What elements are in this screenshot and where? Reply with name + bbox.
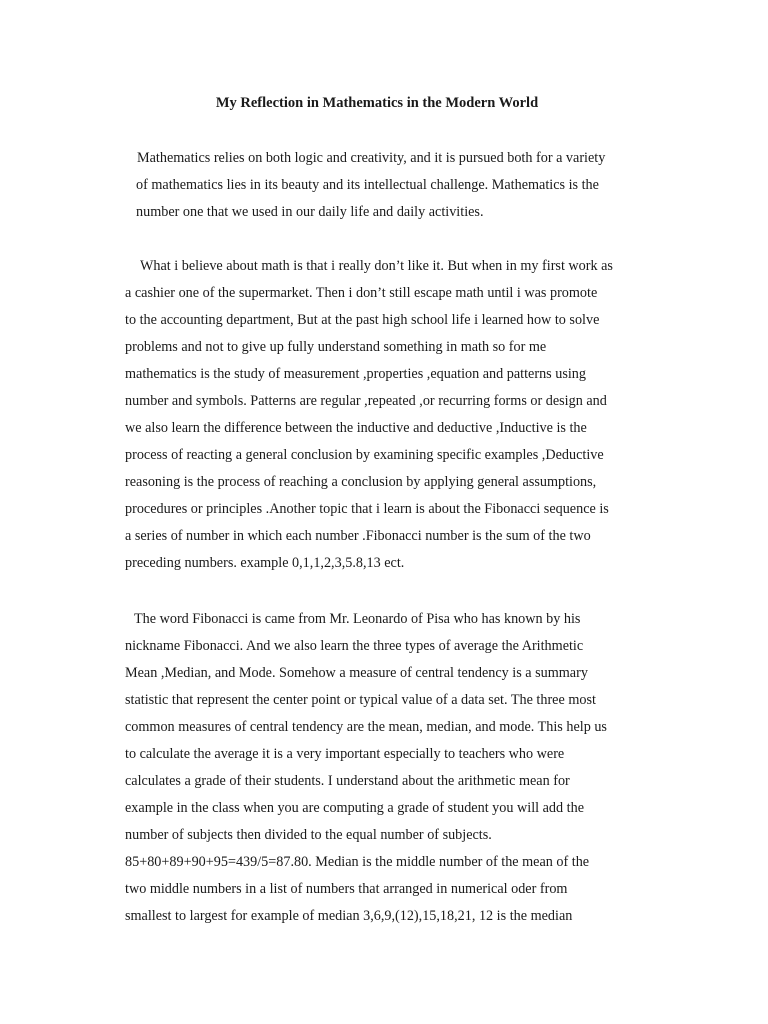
paragraph-line: to calculate the average it is a very important especially to teachers who were (125, 746, 565, 762)
paragraph-line: a series of number in which each number .Fibonacci number is the sum of the two (125, 528, 591, 544)
paragraph-line: example in the class when you are computing a grade of student you will add the (125, 800, 584, 816)
paragraph-line: statistic that represent the center point or typical value of a data set. The three most (125, 692, 596, 708)
paragraph-line: number one that we used in our daily life and daily activities. (136, 204, 484, 220)
paragraph-line: common measures of central tendency are the mean, median, and mode. This help us (125, 719, 607, 735)
paragraph-line: 85+80+89+90+95=439/5=87.80. Median is the middle number of the mean of the (125, 854, 590, 870)
paragraph-line: nickname Fibonacci. And we also learn the three types of average the Arithmetic (125, 638, 584, 654)
document-title: My Reflection in Mathematics in the Modern World (215, 95, 539, 111)
paragraph-line: Mean ,Median, and Mode. Somehow a measure of central tendency is a summary (125, 665, 588, 681)
paragraph-line: procedures or principles .Another topic that i learn is about the Fibonacci sequence is (125, 501, 609, 517)
paragraph-line: Mathematics relies on both logic and creativity, and it is pursued both for a variety (137, 150, 606, 166)
paragraph-line: of mathematics lies in its beauty and its intellectual challenge. Mathematics is the (136, 177, 599, 193)
paragraph-line: two middle numbers in a list of numbers that arranged in numerical oder from (125, 881, 568, 897)
paragraph-line: What i believe about math is that i really don’t like it. But when in my first work as (140, 258, 613, 274)
paragraph-line: reasoning is the process of reaching a conclusion by applying general assumptions, (125, 474, 597, 490)
paragraph-line: process of reacting a general conclusion by examining specific examples ,Deductive (125, 447, 604, 463)
paragraph-line: we also learn the difference between the inductive and deductive ,Inductive is the (125, 420, 587, 436)
paragraph-line: smallest to largest for example of median 3,6,9,(12),15,18,21, 12 is the median (125, 908, 573, 924)
paragraph-line: mathematics is the study of measurement ,properties ,equation and patterns using (125, 366, 586, 382)
paragraph-line: The word Fibonacci is came from Mr. Leonardo of Pisa who has known by his (134, 611, 581, 627)
paragraph-line: to the accounting department, But at the past high school life i learned how to solve (125, 312, 600, 328)
paragraph-line: preceding numbers. example 0,1,1,2,3,5.8,13 ect. (125, 555, 405, 571)
paragraph-line: number of subjects then divided to the equal number of subjects. (125, 827, 492, 843)
paragraph-line: calculates a grade of their students. I understand about the arithmetic mean for (125, 773, 570, 789)
paragraph-line: a cashier one of the supermarket. Then i don’t still escape math until i was promote (125, 285, 598, 301)
paragraph-line: number and symbols. Patterns are regular ,repeated ,or recurring forms or design and (125, 393, 607, 409)
paragraph-line: problems and not to give up fully understand something in math so for me (125, 339, 547, 355)
